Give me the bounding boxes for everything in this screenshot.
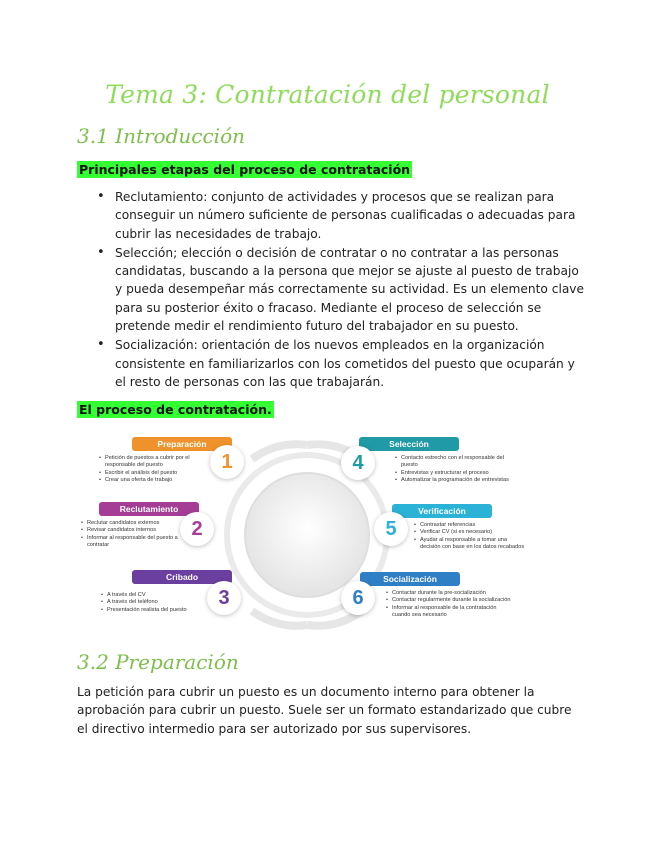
stage-5-item: • Contrastar referencias — [414, 522, 529, 529]
stage-6-label: Socialización — [360, 572, 460, 586]
stage-6-items — [386, 590, 511, 620]
stage-1-items — [99, 455, 209, 485]
stage-5-number: 5 — [374, 512, 408, 546]
stage-6-number: 6 — [341, 581, 375, 615]
stage-3-number: 3 — [207, 581, 241, 615]
stage-4-item: • Automatizar la programación de entrevistas — [395, 477, 515, 484]
stage-2-number: 2 — [180, 512, 214, 546]
stage-5-items — [414, 522, 529, 552]
stage-5-item: • Verificar CV (si es necesario) — [414, 529, 529, 536]
stage-4-item: • Entrevistas y estructurar el proceso — [395, 470, 515, 477]
stage-3-label: Cribado — [132, 570, 232, 584]
stage-3-item: • Presentación realista del puesto — [101, 607, 216, 614]
contratacion-infographic — [77, 431, 537, 636]
stage-5-item: • Ayudar al responsable a tomar una decisión con base en los datos recabados — [414, 537, 529, 552]
stage-2-item: • Reclutar candidatos externos — [81, 520, 181, 527]
stage-5-label: Verificación — [392, 504, 492, 518]
stage-1-item: • Petición de puestos a cubrir por el responsable del puesto — [99, 455, 209, 470]
page-title: Tema 3: Contratación del personal — [105, 80, 550, 109]
list-item-seleccion: • Selección; elección o decisión de contratar o no contratar a las personas candidatas, buscando a la persona que mejor se ajuste al puesto de trabajo y pueda desempeñar más correctamente su actividad. Es un elemento clave para su posterior éxito o fracaso. Mediante el proceso de selección se pretende medir el rendimiento futuro del trabajador en su puesto. — [97, 244, 587, 335]
highlight-proceso: El proceso de contratación. — [79, 402, 272, 417]
stage-1-item: • Crear una oferta de trabajo — [99, 477, 209, 484]
stage-1-label: Preparación — [132, 437, 232, 451]
stage-1-number: 1 — [210, 445, 244, 479]
stage-4-label: Selección — [359, 437, 459, 451]
stage-6-item: • Contactar durante la pre-socialización — [386, 590, 511, 597]
stage-3-items — [101, 592, 216, 614]
preparacion-paragraph: La petición para cubrir un puesto es un documento interno para obtener la aprobación para cubrir un puesto. Suele ser un formato estandarizado que cubre el directivo intermedio para ser autorizado por sus supervisores. — [77, 685, 572, 736]
highlight-etapas: Principales etapas del proceso de contratación — [79, 162, 411, 177]
section-heading-preparacion: 3.2 Preparación — [77, 650, 239, 674]
stage-3-item: • A través del teléfono — [101, 599, 216, 606]
stage-1-item: • Escribir el análisis del puesto — [99, 470, 209, 477]
etapas-list — [97, 188, 587, 392]
stage-4-items — [395, 455, 515, 485]
stage-4-number: 4 — [341, 446, 375, 480]
list-item-reclutamiento: • Reclutamiento: conjunto de actividades y procesos que se realizan para conseguir un número suficiente de personas cualificadas o adecuadas para cubrir las necesidades de trabajo. — [97, 188, 587, 243]
stage-4-item: • Contacto estrecho con el responsable del puesto — [395, 455, 515, 470]
stage-2-item: • Revisar candidatos internos — [81, 527, 181, 534]
stage-6-item: • Contactar regularmente durante la socialización — [386, 597, 511, 604]
stage-3-item: • A través del CV — [101, 592, 216, 599]
stage-2-label: Reclutamiento — [99, 502, 199, 516]
stage-6-item: • Informar al responsable de la contratación cuando sea necesario — [386, 605, 511, 620]
stage-2-items — [81, 520, 181, 550]
stage-2-item: • Informar al responsable del puesto a contratar — [81, 535, 181, 550]
section-heading-introduccion: 3.1 Introducción — [77, 124, 245, 148]
list-item-socializacion: • Socialización: orientación de los nuevos empleados en la organización consistente en familiarizarlos con los cometidos del puesto que ocuparán y el resto de personas con las que trabajarán. — [97, 336, 587, 391]
